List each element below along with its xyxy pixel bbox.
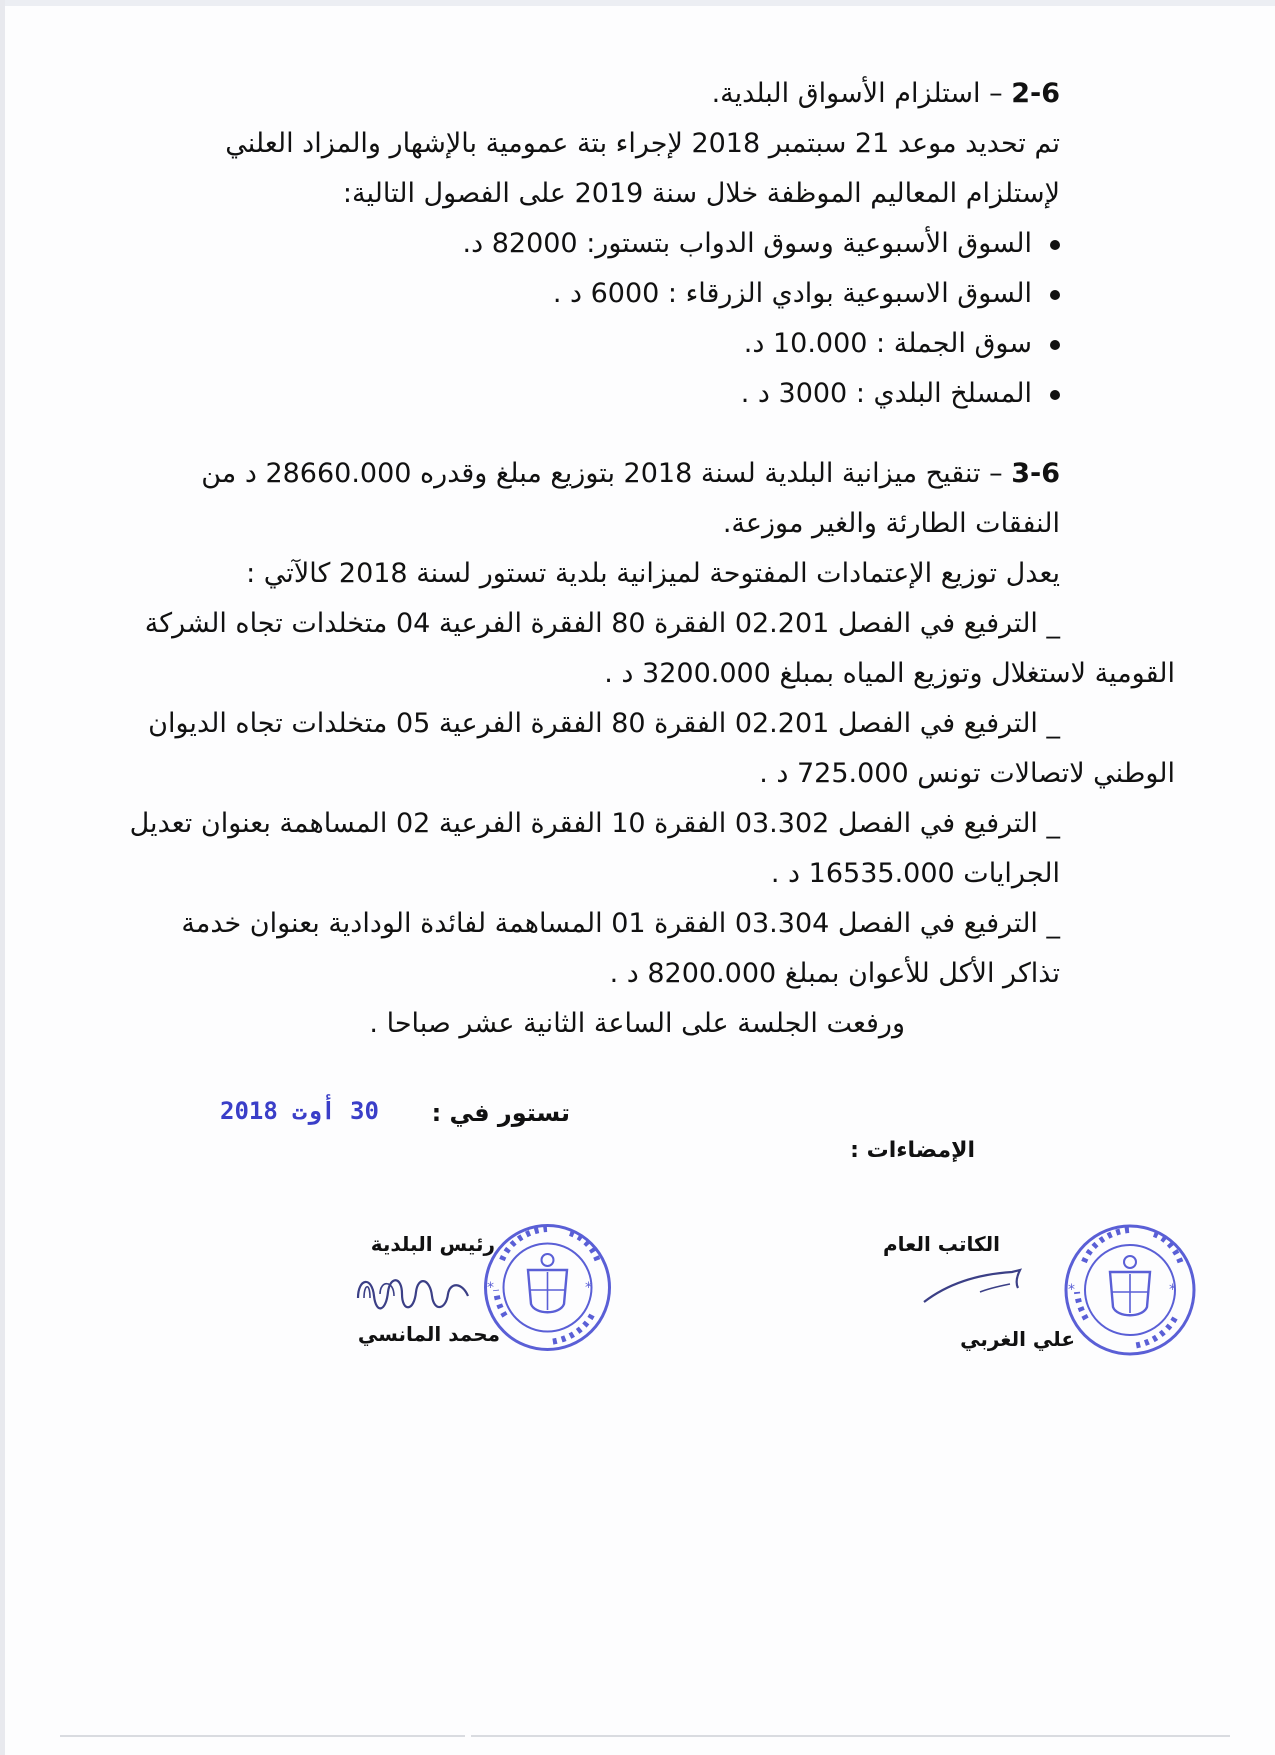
- section-3-6-title-line1: – تنقيح ميزانية البلدية لسنة 2018 بتوزيع مبلغ وقدره 28660.000 د من: [201, 458, 1012, 489]
- section-2-6-heading: [712, 76, 1060, 112]
- section-2-6-intro-line1: تم تحديد موعد 21 سبتمبر 2018 لإجراء بتة عمومية بالإشهار والمزاد العلني: [225, 128, 1060, 159]
- entry-line: _ الترفيع في الفصل 02.201 الفقرة 80 الفقرة الفرعية 04 متخلدات تجاه الشركة: [144, 608, 1060, 639]
- date-stamp: 30 أوت 2018: [220, 1097, 379, 1125]
- list-item: [744, 326, 1060, 362]
- section-3-6-heading: [201, 456, 1060, 492]
- list-item-text: السوق الأسبوعية وسوق الدواب بتستور: 82000 د.: [462, 228, 1032, 259]
- section-3-6-title-line2: النفقات الطارئة والغير موزعة.: [722, 508, 1060, 539]
- page-bottom-rule: [60, 1735, 1230, 1737]
- scan-edge-top: [0, 0, 1275, 6]
- place-date-label: تستور في :: [431, 1099, 570, 1127]
- municipal-seal-left-icon: [480, 1220, 615, 1355]
- svg-text:*: *: [1068, 1282, 1075, 1298]
- signatures-label: الإمضاءات :: [850, 1138, 975, 1163]
- secretary-title: الكاتب العام: [883, 1232, 1000, 1256]
- secretary-signature-image: [920, 1262, 1060, 1312]
- entry-line: _ الترفيع في الفصل 03.304 الفقرة 01 المساهمة لفائدة الودادية بعنوان خدمة: [181, 908, 1060, 939]
- entry-line: القومية لاستغلال وتوزيع المياه بمبلغ 3200.000 د .: [604, 658, 1175, 689]
- section-2-6-intro-line2: لإستلزام المعاليم الموظفة خلال سنة 2019 على الفصول التالية:: [342, 178, 1060, 209]
- secretary-name: علي الغربي: [960, 1327, 1075, 1351]
- scan-edge-left: [0, 0, 5, 1755]
- closing-sentence: ورفعت الجلسة على الساعة الثانية عشر صباحا .: [369, 1008, 905, 1039]
- mayor-title: رئيس البلدية: [370, 1232, 495, 1256]
- bullet-icon: [1050, 390, 1060, 400]
- list-item: [553, 276, 1060, 312]
- list-item-text: السوق الاسبوعية بوادي الزرقاء : 6000 د .: [552, 278, 1032, 309]
- svg-text:*: *: [487, 1280, 494, 1296]
- list-item-text: سوق الجملة : 10.000 د.: [743, 328, 1032, 359]
- entry-line: _ الترفيع في الفصل 03.302 الفقرة 10 الفقرة الفرعية 02 المساهمة بعنوان تعديل: [129, 808, 1060, 839]
- entry-line: تذاكر الأكل للأعوان بمبلغ 8200.000 د .: [609, 958, 1060, 989]
- entry-line: الجرايات 16535.000 د .: [770, 858, 1060, 889]
- entry-line: الوطني لاتصالات تونس 725.000 د .: [759, 758, 1175, 789]
- municipal-seal-right-icon: [1060, 1220, 1200, 1360]
- section-2-6-title: – استلزام الأسواق البلدية.: [711, 78, 1012, 109]
- bullet-icon: [1050, 290, 1060, 300]
- section-2-6-number: 2-6: [1011, 78, 1060, 109]
- svg-text:*: *: [585, 1280, 592, 1296]
- entry-line: _ الترفيع في الفصل 02.201 الفقرة 80 الفقرة الفرعية 05 متخلدات تجاه الديوان: [148, 708, 1060, 739]
- section-3-6-intro: يعدل توزيع الإعتمادات المفتوحة لميزانية بلدية تستور لسنة 2018 كالآتي :: [246, 558, 1060, 589]
- section-3-6-number: 3-6: [1011, 458, 1060, 489]
- bullet-icon: [1050, 240, 1060, 250]
- mayor-name: محمد المانسي: [357, 1322, 500, 1346]
- bullet-icon: [1050, 340, 1060, 350]
- mayor-signature-image: [350, 1268, 480, 1323]
- page-bottom-rule-gap: [465, 1733, 471, 1741]
- svg-text:*: *: [1169, 1282, 1176, 1298]
- list-item: [741, 376, 1060, 412]
- list-item: [463, 226, 1060, 262]
- list-item-text: المسلخ البلدي : 3000 د .: [740, 378, 1032, 409]
